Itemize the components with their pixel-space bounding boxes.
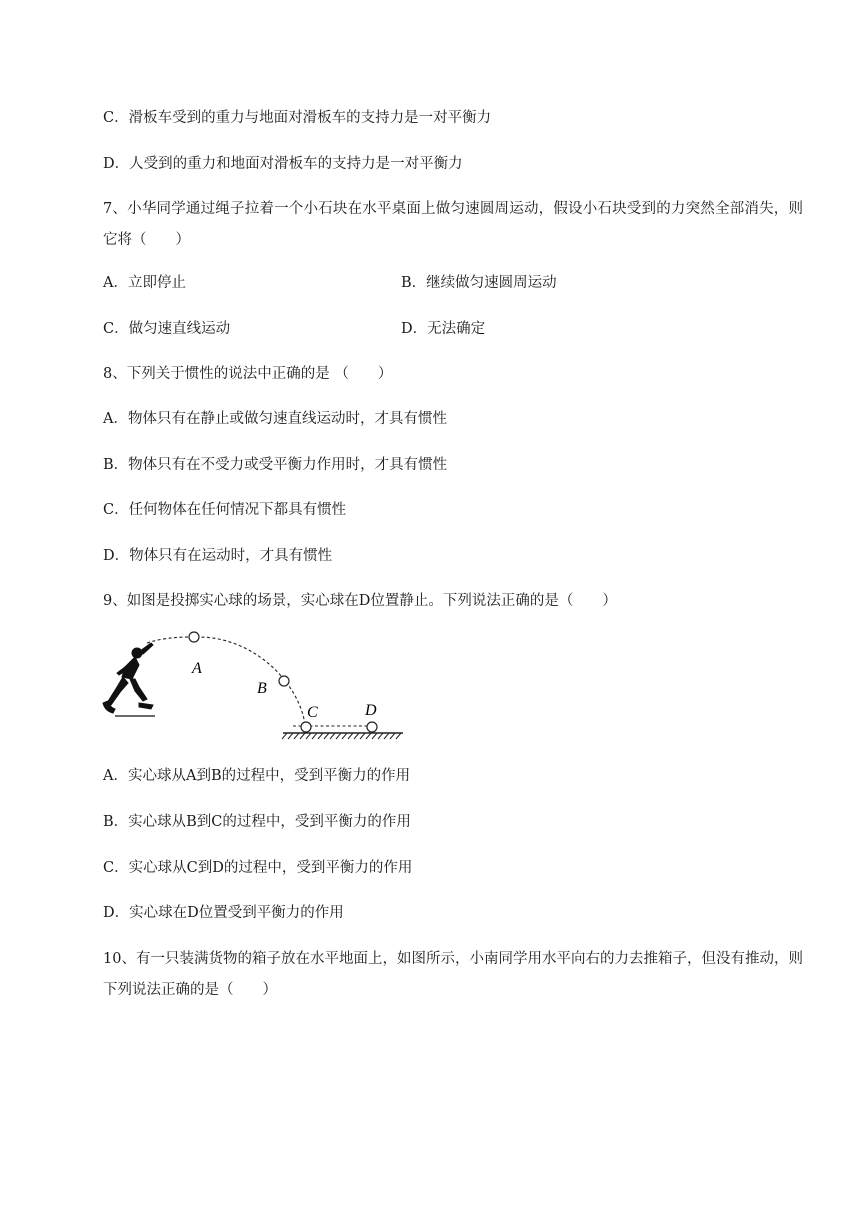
ground-hatching xyxy=(282,733,403,739)
q9-stem: 9、如图是投掷实心球的场景，实心球在D位置静止。下列说法正确的是（ ） xyxy=(103,593,617,609)
q7-option-c: C．做匀速直线运动 xyxy=(103,321,231,337)
shot-put-figure xyxy=(95,625,415,745)
label-a: A xyxy=(192,660,202,677)
q8-stem: 8、下列关于惯性的说法中正确的是 （ ） xyxy=(103,366,393,382)
ball-a xyxy=(189,632,199,642)
q8-option-d: D．物体只有在运动时，才具有惯性 xyxy=(103,548,333,564)
ball-c xyxy=(301,722,311,732)
label-d: D xyxy=(365,702,377,719)
q9-option-d: D．实心球在D位置受到平衡力的作用 xyxy=(103,905,344,921)
q10-stem: 10、有一只装满货物的箱子放在水平地面上，如图所示，小南同学用水平向右的力去推箱子，但没有推动，则下列说法正确的是（ ） xyxy=(103,951,803,998)
q8-option-b: B．物体只有在不受力或受平衡力作用时，才具有惯性 xyxy=(103,457,448,473)
q7-option-b: B．继续做匀速圆周运动 xyxy=(401,275,557,291)
q6-option-d: D．人受到的重力和地面对滑板车的支持力是一对平衡力 xyxy=(103,156,463,172)
q9-option-b: B．实心球从B到C的过程中，受到平衡力的作用 xyxy=(103,814,411,830)
label-b: B xyxy=(257,680,267,697)
q6-option-c: C．滑板车受到的重力与地面对滑板车的支持力是一对平衡力 xyxy=(103,110,492,126)
q7-option-a: A．立即停止 xyxy=(103,275,186,291)
label-c: C xyxy=(307,704,318,721)
q9-option-a: A．实心球从A到B的过程中，受到平衡力的作用 xyxy=(103,768,411,784)
q7-stem: 7、小华同学通过绳子拉着一个小石块在水平桌面上做匀速圆周运动，假设小石块受到的力突然全部消失，则它将（ ） xyxy=(103,201,803,248)
q9-option-c: C．实心球从C到D的过程中，受到平衡力的作用 xyxy=(103,860,413,876)
q8-option-c: C．任何物体在任何情况下都具有惯性 xyxy=(103,502,347,518)
ball-b xyxy=(279,676,289,686)
q8-option-a: A．物体只有在静止或做匀速直线运动时，才具有惯性 xyxy=(103,411,447,427)
thrower-figure xyxy=(103,643,153,713)
ball-d xyxy=(367,722,377,732)
q7-option-d: D．无法确定 xyxy=(401,321,486,337)
